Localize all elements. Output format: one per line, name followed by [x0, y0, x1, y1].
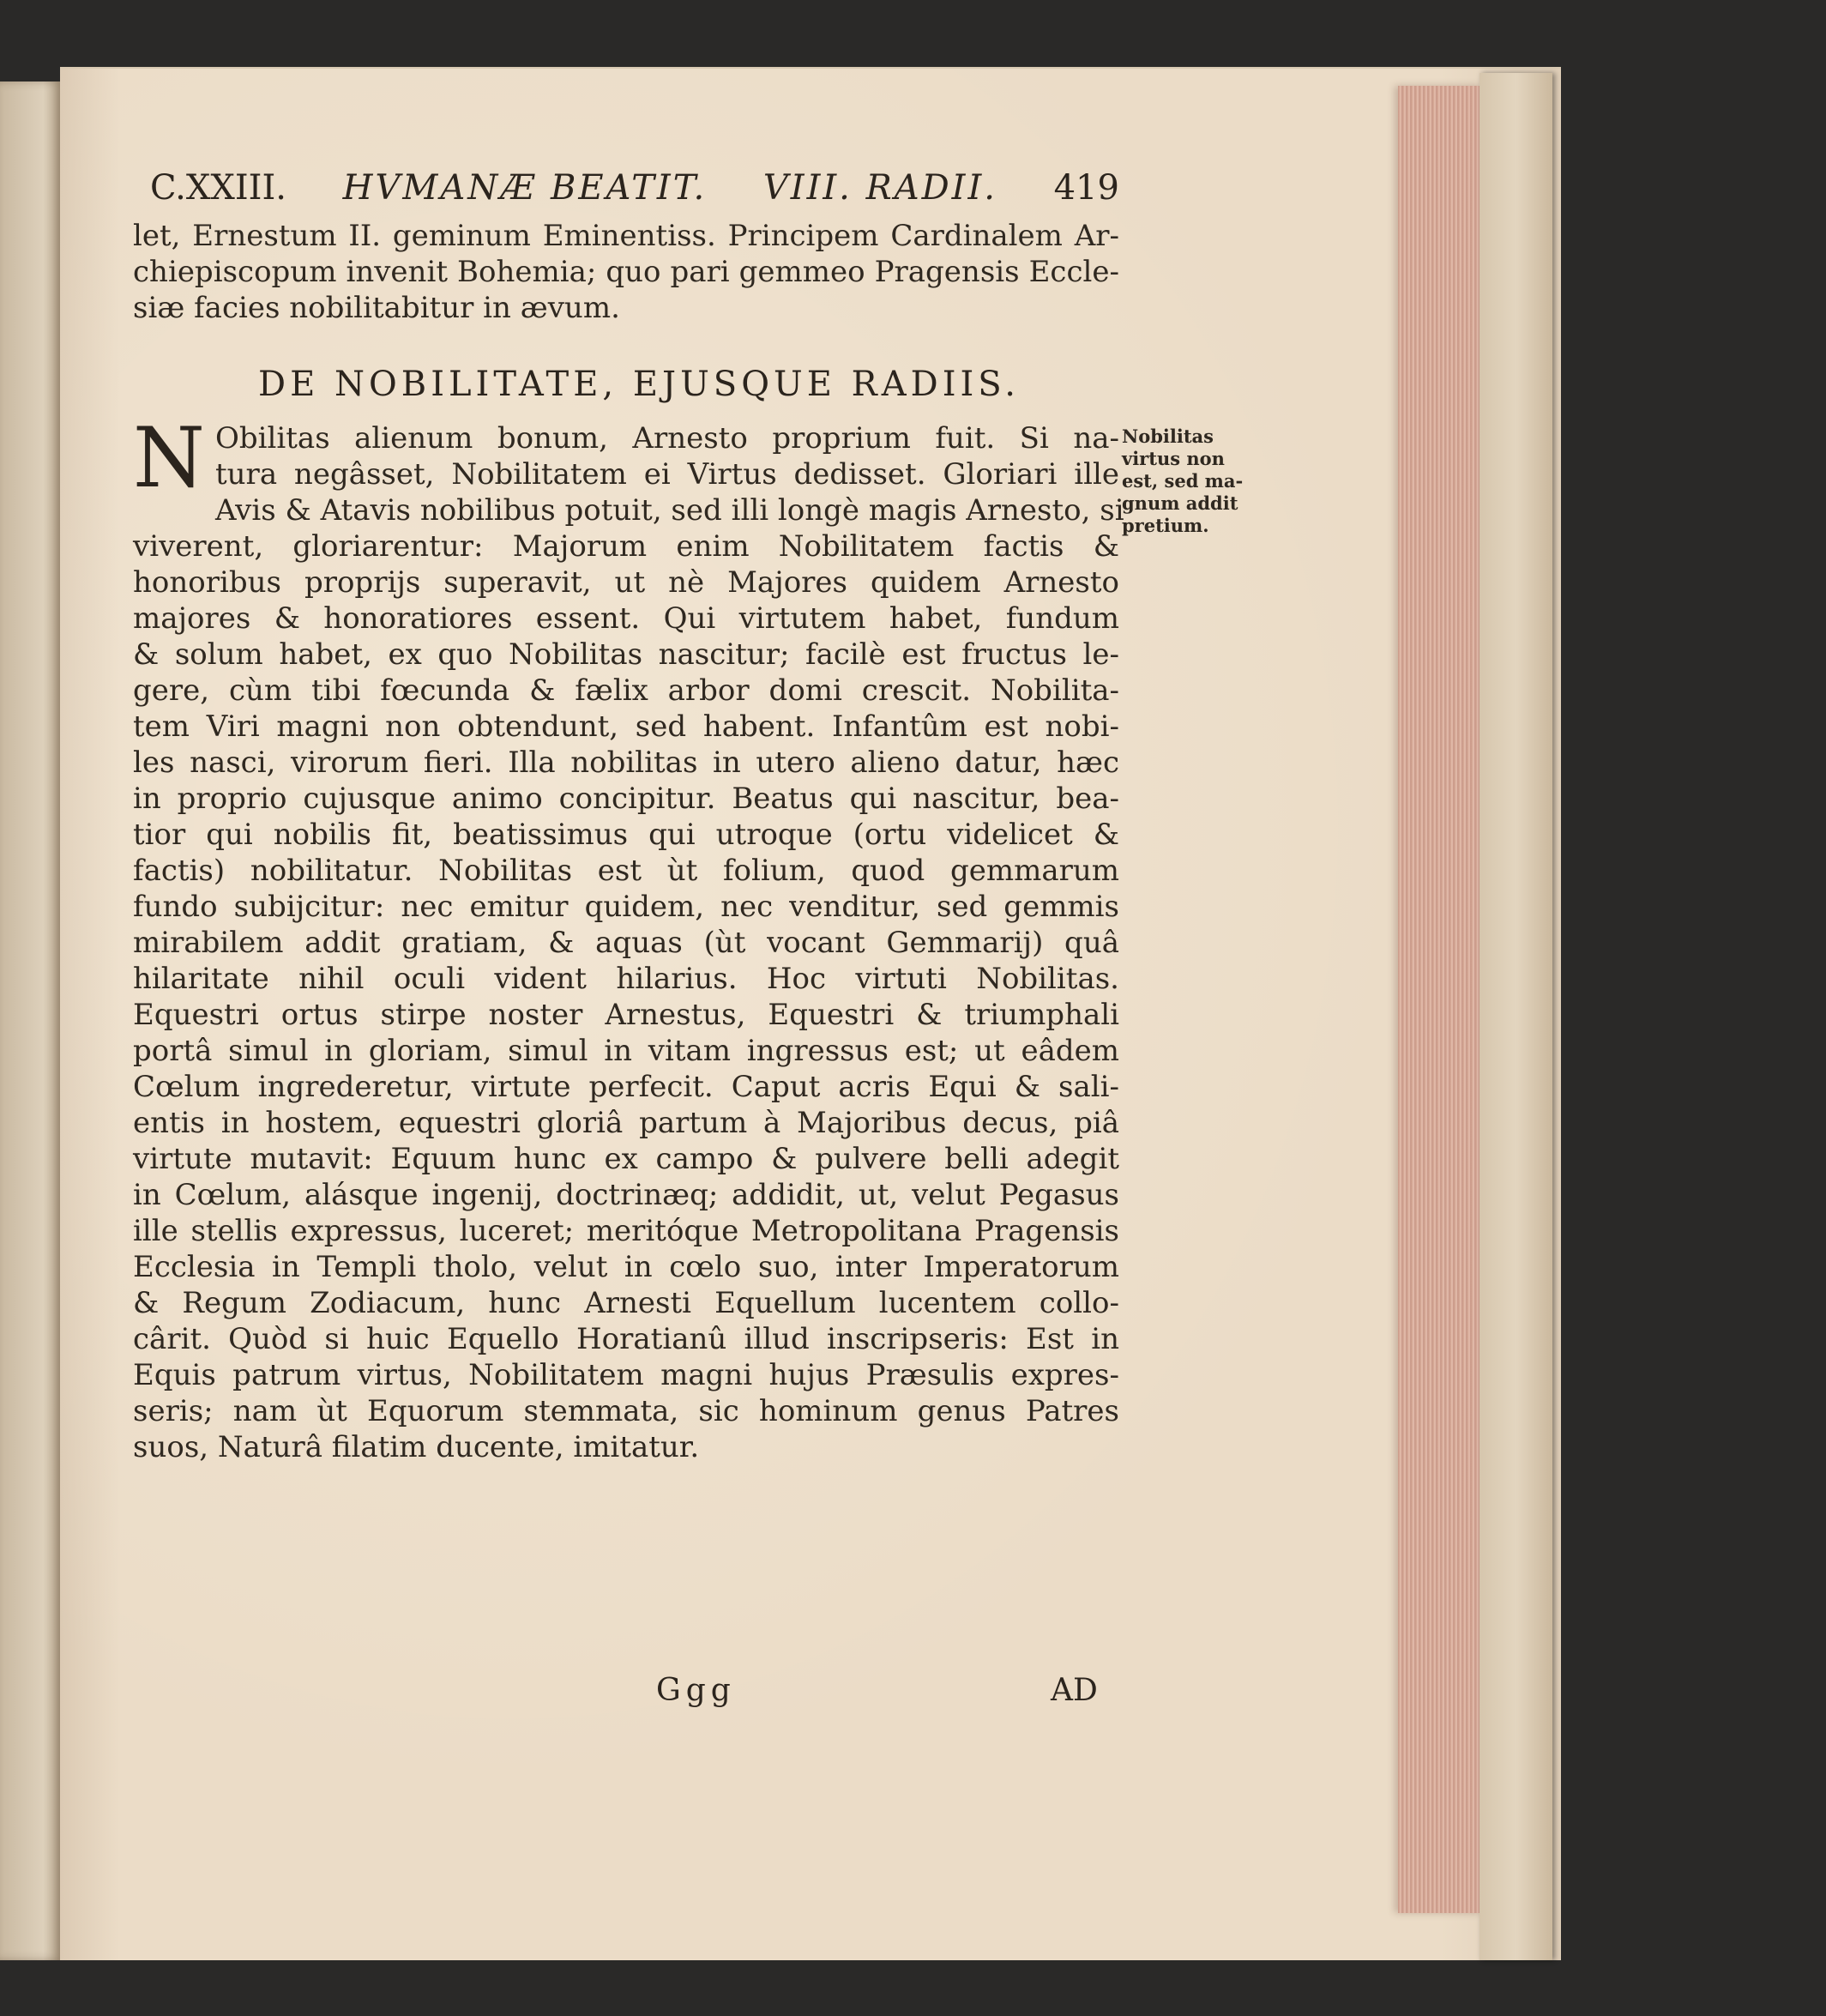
catchword: AD	[1051, 1673, 1098, 1708]
text-line: portâ simul in gloriam, simul in vitam ingressus est; ut eâdem	[133, 1034, 1119, 1068]
chapter-number: C.XXIII.	[150, 168, 286, 208]
marginal-note-line: est, sed ma-	[1122, 470, 1244, 492]
left-page-edge	[0, 81, 62, 1960]
text-line: Obilitas alienum bonum, Arnesto proprium fuit. Si na-	[215, 421, 1119, 456]
text-line: ille stellis expressus, luceret; meritóque Metropolitana Pragensis	[133, 1214, 1119, 1248]
text-line: gere, cùm tibi fœcunda & fælix arbor domi crescit. Nobilita-	[133, 673, 1119, 708]
text-line: & Regum Zodiacum, hunc Arnesti Equellum lucentem collo-	[133, 1286, 1119, 1320]
marginal-note-line: Nobilitas	[1122, 426, 1214, 447]
text-line: Cœlum ingrederetur, virtute perfecit. Caput acris Equi & sali-	[133, 1070, 1119, 1104]
text-line: tior qui nobilis fit, beatissimus qui utroque (ortu videlicet &	[133, 818, 1119, 852]
text-line: hilaritate nihil oculi vident hilarius. Hoc virtuti Nobilitas.	[133, 962, 1119, 996]
marginal-note-line: pretium.	[1122, 515, 1209, 536]
section-heading: DE NOBILITATE, EJUSQUE RADIIS.	[258, 365, 1020, 404]
text-line: viverent, gloriarentur: Majorum enim Nobilitatem factis &	[133, 529, 1119, 564]
text-line: tura negâsset, Nobilitatem ei Virtus dedisset. Gloriari ille	[215, 457, 1119, 492]
running-title: HVMANÆ BEATIT.	[342, 168, 708, 208]
text-line: in Cœlum, alásque ingenij, doctrinæq; addidit, ut, velut Pegasus	[133, 1178, 1119, 1212]
text-line: siæ facies nobilitabitur in ævum.	[133, 291, 620, 325]
text-line: honoribus proprijs superavit, ut nè Majores quidem Arnesto	[133, 565, 1119, 600]
text-line: factis) nobilitatur. Nobilitas est ùt folium, quod gemmarum	[133, 854, 1119, 888]
text-line: in proprio cujusque animo concipitur. Beatus qui nascitur, bea-	[133, 782, 1119, 816]
text-line: entis in hostem, equestri gloriâ partum à Majoribus decus, piâ	[133, 1106, 1119, 1140]
text-line: tem Viri magni non obtendunt, sed habent. Infantûm est nobi-	[133, 709, 1119, 744]
text-line: suos, Naturâ filatim ducente, imitatur.	[133, 1430, 700, 1464]
marginal-note-line: virtus non	[1122, 448, 1225, 469]
page-edges	[1398, 86, 1484, 1913]
page-number: 419	[1053, 168, 1119, 208]
section-label: VIII. RADII.	[762, 168, 997, 208]
marginal-note	[1122, 426, 1276, 537]
text-line: seris; nam ùt Equorum stemmata, sic hominum genus Patres	[133, 1394, 1119, 1428]
marginal-note-line: gnum addit	[1122, 492, 1238, 514]
text-line: let, Ernestum II. geminum Eminentiss. Principem Cardinalem Ar-	[133, 219, 1119, 253]
text-line: cârit. Quòd si huic Equello Horatianû illud inscripseris: Est in	[133, 1322, 1119, 1356]
text-line: chiepiscopum invenit Bohemia; quo pari gemmeo Pragensis Eccle-	[133, 255, 1119, 289]
text-line: majores & honoratiores essent. Qui virtutem habet, fundum	[133, 601, 1119, 636]
text-line: & solum habet, ex quo Nobilitas nascitur; facilè est fructus le-	[133, 637, 1119, 672]
text-line: Avis & Atavis nobilibus potuit, sed illi longè magis Arnesto, si	[215, 493, 1124, 528]
intro-paragraph	[133, 218, 1119, 326]
running-header	[150, 168, 1119, 208]
text-line: Ecclesia in Templi tholo, velut in cœlo suo, inter Imperatorum	[133, 1250, 1119, 1284]
drop-cap: N	[133, 410, 205, 506]
book-cover-edge	[1479, 73, 1552, 1960]
body-paragraph	[133, 410, 1124, 1465]
text-line: les nasci, virorum fieri. Illa nobilitas in utero alieno datur, hæc	[133, 745, 1119, 780]
text-line: mirabilem addit gratiam, & aquas (ùt vocant Gemmarij) quâ	[133, 926, 1119, 960]
text-line: virtute mutavit: Equum hunc ex campo & pulvere belli adegit	[133, 1142, 1119, 1176]
signature-mark: Ggg	[656, 1673, 736, 1708]
text-line: Equestri ortus stirpe noster Arnestus, Equestri & triumphali	[133, 998, 1119, 1032]
text-line: fundo subijcitur: nec emitur quidem, nec venditur, sed gemmis	[133, 890, 1119, 924]
text-line: Equis patrum virtus, Nobilitatem magni hujus Præsulis expres-	[133, 1358, 1119, 1392]
